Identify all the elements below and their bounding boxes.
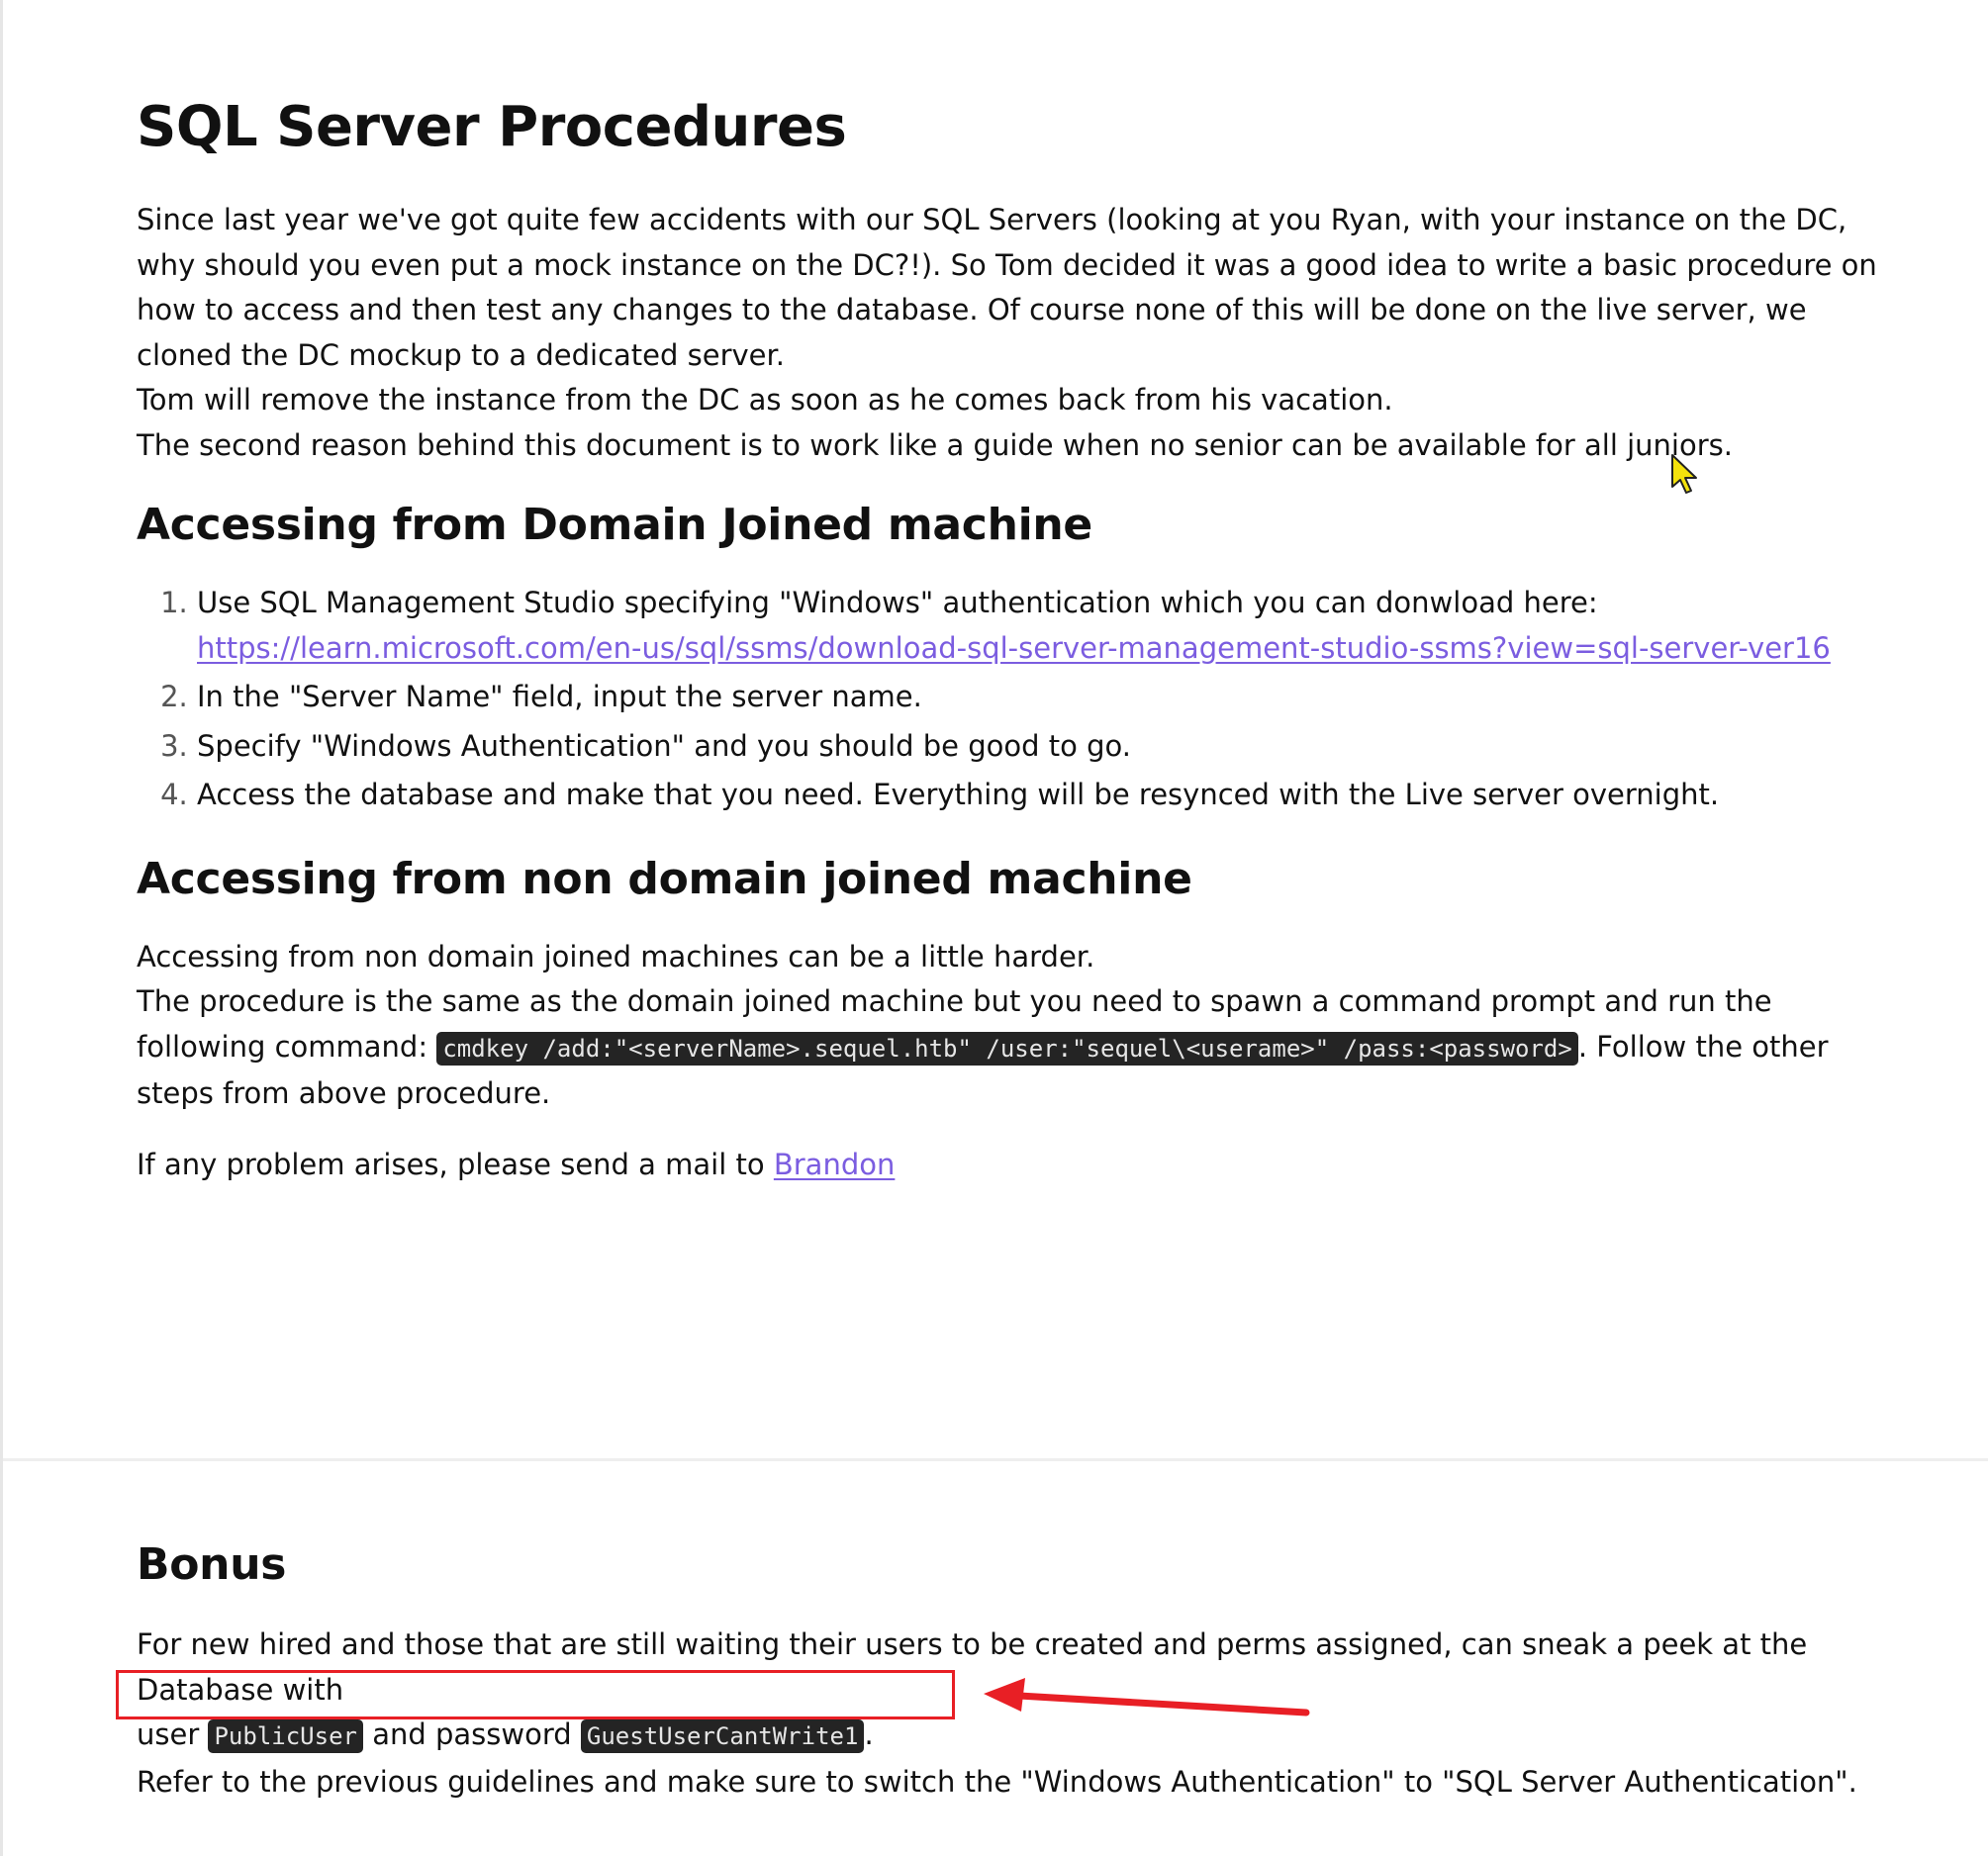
brandon-mail-link[interactable]: Brandon <box>773 1147 896 1181</box>
public-user-code: PublicUser <box>208 1719 363 1753</box>
non-domain-line-2-start: The procedure is the same as the domain joined machine but you need to spawn a command prompt and run the following command: <box>137 984 1772 1064</box>
intro-paragraph <box>137 198 1878 468</box>
guest-password-code: GuestUserCantWrite1 <box>581 1719 865 1753</box>
contact-paragraph <box>137 1143 1878 1188</box>
heading-bonus: Bonus <box>137 1539 287 1590</box>
bonus-period: . <box>864 1717 874 1751</box>
contact-text: If any problem arises, please send a mail to <box>137 1147 774 1181</box>
intro-line-1: Since last year we've got quite few accidents with our SQL Servers (looking at you Ryan, with your instance on the DC, why should you even put a mock instance on the DC?!). So Tom decided it was a good idea to write a basic procedure on how to access and then test any changes to the database. Of course none of this will be done on the live server, we cloned the DC mockup to a dedicated server. <box>137 203 1877 372</box>
list-item <box>197 581 1878 671</box>
domain-steps-list <box>137 581 1878 818</box>
list-item <box>197 675 1878 720</box>
non-domain-line-2-end: . Follow the other steps from above procedure. <box>137 1029 1829 1110</box>
red-arrow-icon <box>980 1672 1316 1721</box>
list-item <box>197 773 1878 818</box>
non-domain-line-1: Accessing from non domain joined machines can be a little harder. <box>137 939 1095 974</box>
step-3-text: Specify "Windows Authentication" and you should be good to go. <box>197 728 1131 763</box>
bonus-user-label: user <box>137 1717 209 1751</box>
intro-line-3: The second reason behind this document is to work like a guide when no senior can be available for all juniors. <box>137 427 1733 462</box>
list-item <box>197 724 1878 770</box>
document-content <box>137 87 1878 1187</box>
bonus-section <box>137 1533 1878 1805</box>
intro-line-2: Tom will remove the instance from the DC as soon as he comes back from his vacation. <box>137 383 1393 417</box>
non-domain-paragraph <box>137 935 1878 1117</box>
bonus-password-label: and password <box>362 1717 581 1751</box>
credentials-highlight-box <box>116 1670 955 1719</box>
section-divider <box>3 1458 1988 1461</box>
ssms-download-link[interactable]: https://learn.microsoft.com/en-us/sql/ssms/download-sql-server-management-studio-ssms?view=sql-server-ver16 <box>197 630 1831 665</box>
step-2-text: In the "Server Name" field, input the server name. <box>197 680 922 713</box>
step-4-text: Access the database and make that you need. Everything will be resynced with the Live server overnight. <box>197 778 1720 811</box>
mouse-pointer-icon <box>1670 453 1700 495</box>
heading-non-domain-joined: Accessing from non domain joined machine <box>137 853 1192 904</box>
page-title: SQL Server Procedures <box>137 95 847 159</box>
step-1-text: Use SQL Management Studio specifying "Windows" authentication which you can donwload here: <box>197 586 1598 619</box>
cmdkey-command-code: cmdkey /add:"<serverName>.sequel.htb" /user:"sequel\<userame>" /pass:<password> <box>436 1032 1578 1066</box>
bonus-line-1: For new hired and those that are still waiting their users to be created and perms assigned, can sneak a peek at the Database with <box>137 1627 1808 1707</box>
bonus-line-3: Refer to the previous guidelines and make sure to switch the "Windows Authentication" to "SQL Server Authentication". <box>137 1764 1857 1799</box>
heading-domain-joined: Accessing from Domain Joined machine <box>137 500 1092 550</box>
